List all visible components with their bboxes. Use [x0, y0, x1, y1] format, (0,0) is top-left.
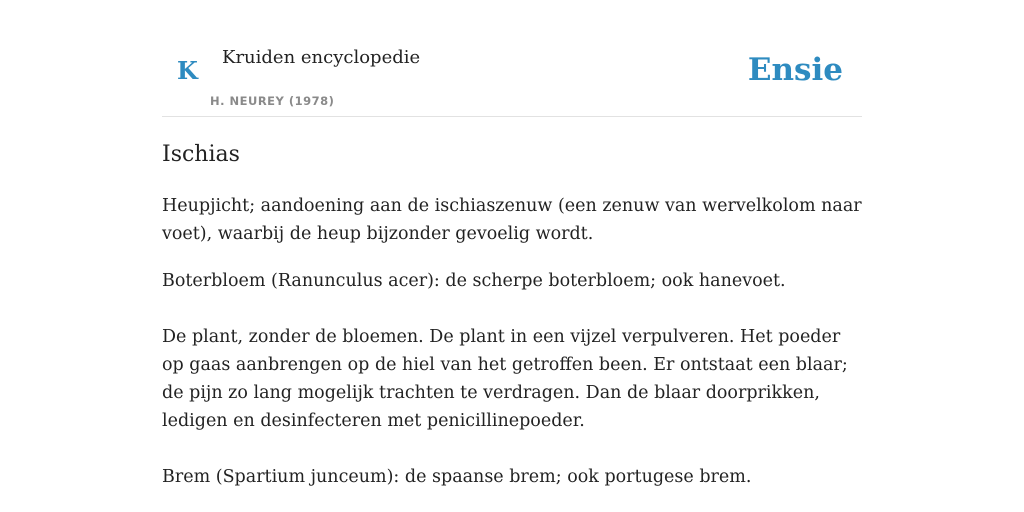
entry-paragraph: De plant, zonder de bloemen. De plant in een vijzel verpulveren. Het poeder op gaas aanbrengen op de hiel van het getroffen been. Er ontstaat een blaar; de pijn zo lang mogelijk trachten te verdragen. Dan de blaar doorprikken, ledigen en desinfecteren met penicillinepoeder.: [162, 327, 848, 431]
entry-paragraph: Heupjicht; aandoening aan de ischiaszenuw (een zenuw van wervelkolom naar voet), waarbij de heup bijzonder gevoelig wordt.: [162, 196, 862, 244]
source-header: [162, 0, 862, 117]
entry-paragraph: Brem (Spartium junceum): de spaanse brem; ook portugese brem.: [162, 467, 752, 487]
entry-paragraph: Boterbloem (Ranunculus acer): de scherpe boterbloem; ook hanevoet.: [162, 271, 786, 291]
book-title-link[interactable]: Kruiden encyclopedie: [222, 47, 421, 68]
book-logo-icon[interactable]: K: [177, 56, 198, 85]
book-author: H. NEUREY (1978): [210, 94, 335, 108]
entry-title: Ischias: [162, 142, 240, 167]
ensie-logo-link[interactable]: Ensie: [747, 52, 843, 88]
